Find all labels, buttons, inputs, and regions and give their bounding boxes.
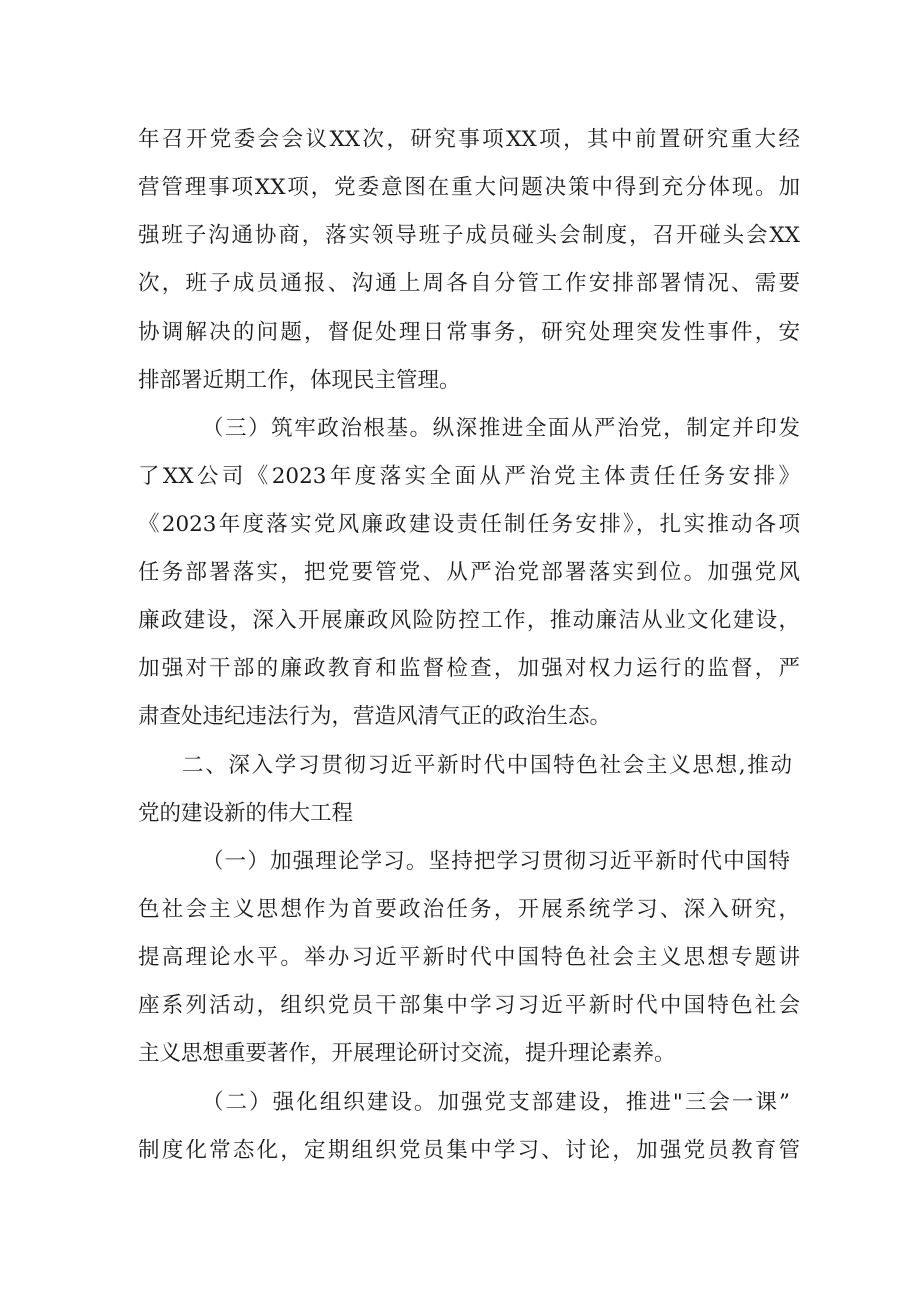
text-line: 营管理事项XX项，党委意图在重大问题决策中得到充分体现。加: [138, 175, 800, 200]
text-line: 排部署近期工作，体现民主管理。: [138, 368, 461, 393]
text-line: 色社会主义思想作为首要政治任务，开展系统学习、深入研究，: [138, 897, 800, 922]
text-line: （二）强化组织建设。加强党支部建设，推进"三会一课”: [202, 1090, 790, 1115]
text-line: （三）筑牢政治根基。纵深推进全面从严治党，制定并印发: [202, 416, 800, 441]
text-line: 肃查处违纪违法行为，营造风清气正的政治生态。: [138, 704, 612, 729]
text-line: 廉政建设，深入开展廉政风险防控工作，推动廉洁从业文化建设，: [138, 608, 800, 633]
text-line: 年召开党委会会议XX次，研究事项XX项，其中前置研究重大经: [138, 127, 800, 152]
text-line: 提高理论水平。举办习近平新时代中国特色社会主义思想专题讲: [138, 945, 800, 970]
text-line: 了XX公司《2023年度落实全面从严治党主体责任任务安排》: [138, 464, 800, 489]
text-line: 主义思想重要著作，开展理论研讨交流，提升理论素养。: [138, 1041, 676, 1066]
text-line: 加强对干部的廉政教育和监督检查，加强对权力运行的监督，严: [138, 656, 800, 681]
text-line: 任务部署落实，把党要管党、从严治党部署落实到位。加强党风: [138, 560, 800, 585]
text-line: （一）加强理论学习。坚持把学习贯彻习近平新时代中国特: [202, 849, 790, 874]
section-heading: 二、深入学习贯彻习近平新时代中国特色社会主义思想,推动: [182, 753, 792, 778]
text-line: 制度化常态化，定期组织党员集中学习、讨论，加强党员教育管: [138, 1138, 800, 1163]
text-line: 次，班子成员通报、沟通上周各自分管工作安排部署情况、需要: [138, 271, 800, 296]
text-line: 强班子沟通协商，落实领导班子成员碰头会制度，召开碰头会XX: [138, 223, 800, 248]
text-line: 《2023年度落实党风廉政建设责任制任务安排》，扎实推动各项: [138, 512, 800, 537]
text-line: 协调解决的问题，督促处理日常事务，研究处理突发性事件，安: [138, 320, 800, 345]
text-line: 座系列活动，组织党员干部集中学习习近平新时代中国特色社会: [138, 993, 800, 1018]
section-heading: 党的建设新的伟大工程: [138, 801, 354, 826]
